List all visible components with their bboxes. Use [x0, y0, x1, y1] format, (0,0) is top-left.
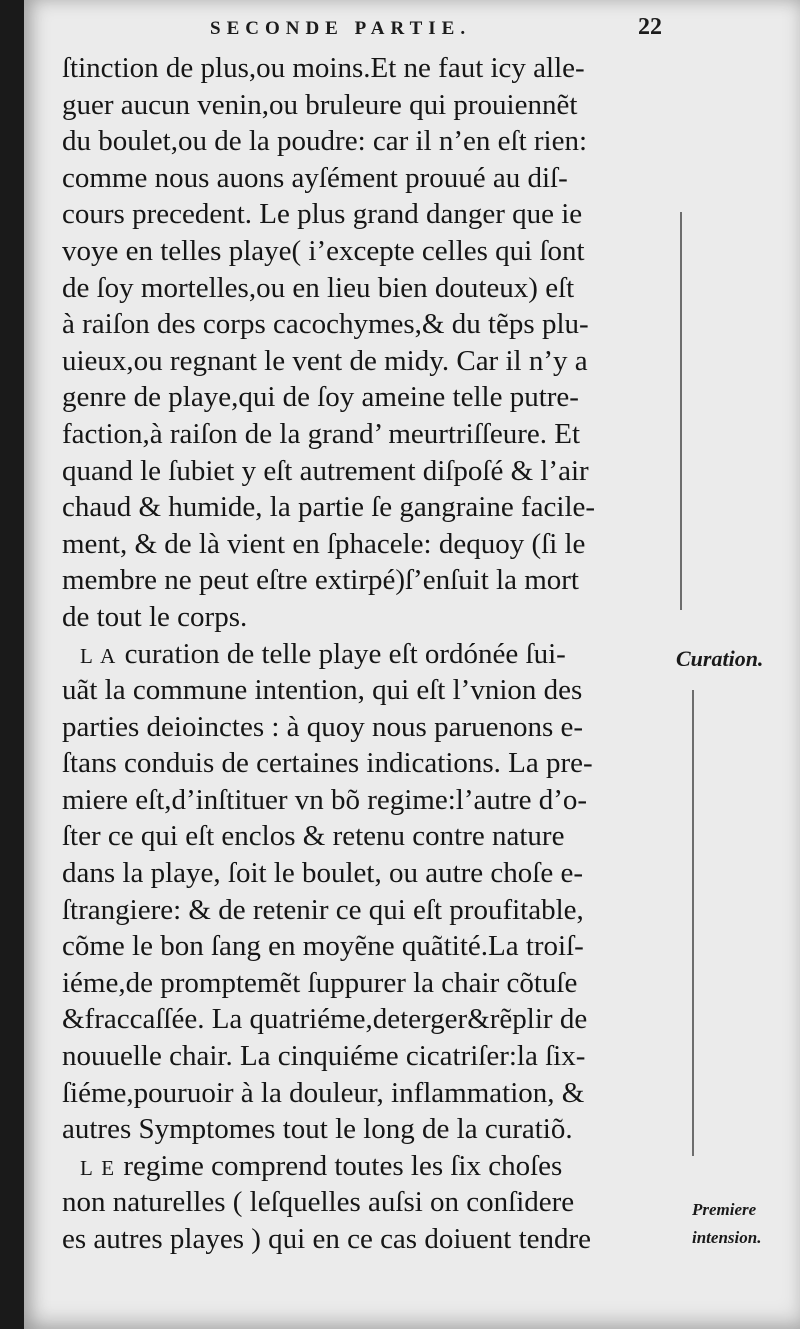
text-line: ſtans conduis de certaines indications. La pre- — [62, 747, 593, 780]
text-line: uãt la commune intention, qui eſt l’vnion des — [62, 674, 583, 707]
text-line: ſtinction de plus,ou moins.Et ne faut icy alle- — [62, 52, 585, 84]
text-line: dans la playe, ſoit le boulet, ou autre choſe e- — [62, 857, 584, 890]
text-line: voye en telles playe( i’excepte celles qui ſont — [62, 234, 585, 267]
page-number: 22 — [638, 14, 662, 40]
text-line: es autres playes ) qui en ce cas doiuent tendre — [62, 1223, 592, 1255]
text-line: iéme,de promptemẽt ſuppurer la chair cõtuſe — [62, 966, 578, 999]
running-title: SECONDE PARTIE. — [210, 18, 472, 39]
text-line: membre ne peut eſtre extirpé)ſ’enſuit la mort — [62, 564, 579, 597]
text-line: ſiéme,pouruoir à la douleur, inflammation, & — [62, 1076, 585, 1109]
margin-note-line: intension. — [692, 1228, 762, 1247]
text-line: du boulet,ou de la poudre: car il n’en eſt rien: — [62, 125, 588, 158]
drop-cap: L E — [80, 1155, 117, 1180]
text-line: ment, & de là vient en ſphacele: dequoy (ſi le — [62, 527, 586, 560]
text-line: cõme le bon ſang en moyẽne quãtité.La troiſ- — [62, 930, 584, 963]
text-line: nouuelle chair. La cinquiéme cicatriſer:la ſix- — [62, 1040, 586, 1073]
text-line — [62, 636, 702, 673]
margin-note-premiere — [692, 1196, 761, 1252]
text-line: faction,à raiſon de la grand’ meurtriſſeure. Et — [62, 417, 581, 450]
text-line: ſter ce qui eſt enclos & retenu contre nature — [62, 820, 565, 853]
text-line — [62, 1148, 702, 1185]
text-line: de tout le corps. — [62, 600, 248, 633]
text-line: &fraccaſſée. La quatriéme,deterger&rẽplir de — [62, 1003, 588, 1036]
page-body — [62, 50, 702, 1258]
margin-bracket — [692, 690, 694, 1156]
margin-note-curation: Curation. — [676, 646, 764, 671]
book-page — [24, 0, 800, 1329]
text-line: non naturelles ( leſquelles auſsi on conſidere — [62, 1186, 575, 1219]
text-line: autres Symptomes tout le long de la curatiõ. — [62, 1113, 573, 1146]
text-line: chaud & humide, la partie ſe gangraine facile- — [62, 491, 596, 524]
text-line: ſtrangiere: & de retenir ce qui eſt proufitable, — [62, 893, 584, 926]
margin-bracket — [680, 212, 682, 610]
margin-note-line: Premiere — [692, 1200, 757, 1219]
text-line-content: regime comprend toutes les ſix choſes — [123, 1149, 563, 1182]
text-line: à raiſon des corps cacochymes,& du tẽps plu- — [62, 308, 589, 341]
text-line: genre de playe,qui de ſoy ameine telle putre- — [62, 381, 579, 414]
text-line: uieux,ou regnant le vent de midy. Car il n’y a — [62, 344, 588, 377]
text-line: miere eſt,d’inſtituer vn bõ regime:l’autre d’o- — [62, 783, 588, 816]
text-line: cours precedent. Le plus grand danger que ie — [62, 198, 583, 231]
text-line: de ſoy mortelles,ou en lieu bien douteux) eſt — [62, 271, 575, 304]
text-line-content: curation de telle playe eſt ordónée ſui- — [124, 637, 566, 670]
text-line: comme nous auons ayſément prouué au diſ- — [62, 161, 568, 194]
text-line: parties deioinctes : à quoy nous paruenons e- — [62, 710, 584, 743]
text-line: guer aucun venin,ou bruleure qui prouiennẽt — [62, 88, 578, 121]
text-line: quand le ſubiet y eſt autrement diſpoſé & l’air — [62, 454, 589, 487]
drop-cap: L A — [80, 643, 118, 668]
